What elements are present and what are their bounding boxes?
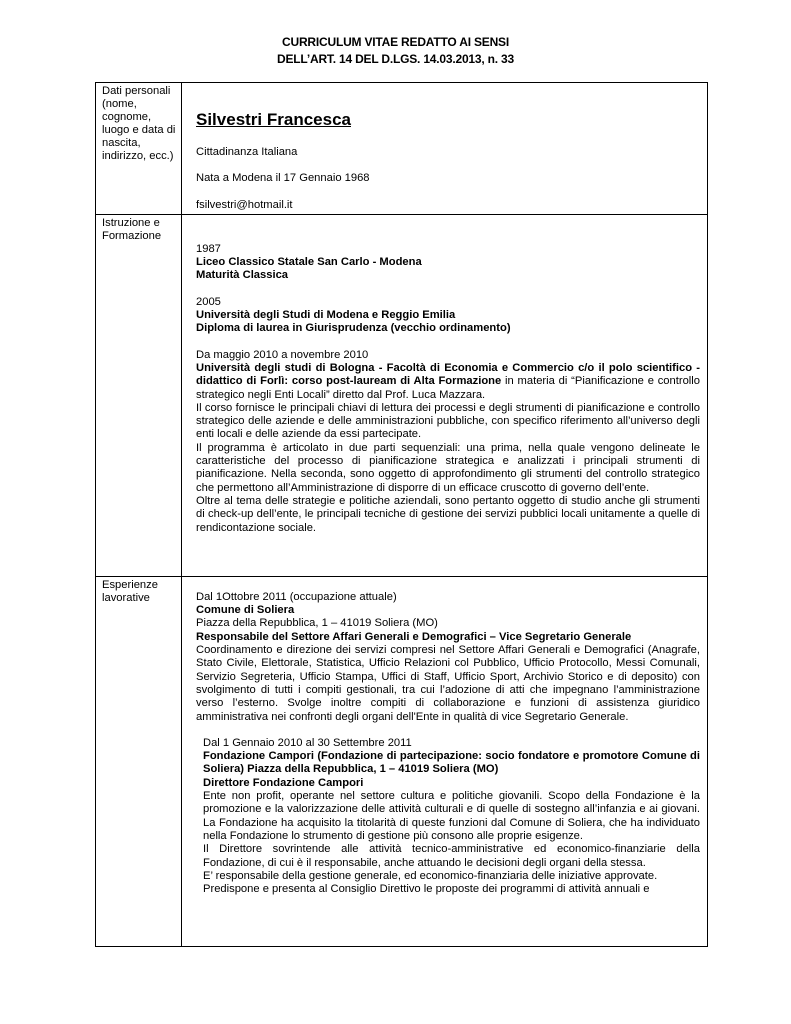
cv-table	[95, 82, 708, 947]
email: fsilvestri@hotmail.it	[196, 198, 293, 211]
experience-description-1: Coordinamento e direzione dei servizi compresi nel Settore Affari Generali e Demografici (Anagrafe, Stato Civile, Elettorale, Statistica, Ufficio Relazioni col Pubblico, Ufficio Protocollo, Messi Comunali, Servizio Segreteria, Ufficio Stampa, Uffici di Staff, Ufficio Sport, Archivio Storico e di deposito) con svolgimento di tutti i compiti gestionali, tra cui l’adozione di atti che impegnano l’amministrazione verso l’esterno. Svolge inoltre compiti di collaborazione e funzioni di assistenza giuridico amministrativa nei confronti degli organi dell'Ente in qualità di vice Segretario Generale.	[196, 644, 700, 723]
experience-description-2c: E’ responsabile della gestione generale, ed economico-finanziaria delle iniziative approvate.	[203, 869, 658, 882]
personal-data-label: Dati personali (nome, cognome, luogo e data di nascita, indirizzo, ecc.)	[96, 83, 182, 215]
person-name: Silvestri Francesca	[196, 110, 351, 129]
course-description-3: Oltre al tema delle strategie e politiche aziendali, sono pertanto oggetto di studio anche gli strumenti di check-up dell’ente, le principali tecniche di gestione dei servizi pubblici locali unitamente a quelle di rendicontazione sociale.	[196, 494, 700, 534]
experience-description-2b: Il Direttore sovrintende alle attività tecnico-amministrative ed economico-finanziarie della Fondazione, di cui è il responsabile, anche attuando le decisioni degli organi della stessa.	[203, 843, 700, 869]
document-title	[0, 34, 791, 68]
experience-address-1: Piazza della Repubblica, 1 – 41019 Soliera (MO)	[196, 617, 438, 630]
education-title-1: Maturità Classica	[196, 269, 289, 282]
birth-info: Nata a Modena il 17 Gennaio 1968	[196, 172, 370, 185]
education-institution-2: Università degli Studi di Modena e Reggio Emilia	[196, 309, 456, 322]
experience-role-1: Responsabile del Settore Affari Generali e Demografici – Vice Segretario Generale	[196, 630, 632, 643]
education-content	[182, 214, 708, 576]
personal-data-row	[96, 83, 708, 215]
experience-date-1: Dal 1Ottobre 2011 (occupazione attuale)	[196, 590, 397, 603]
experience-role-2: Direttore Fondazione Campori	[203, 776, 364, 789]
education-course	[196, 362, 700, 402]
education-row	[96, 214, 708, 576]
education-label: Istruzione e Formazione	[96, 214, 182, 576]
education-date-3: Da maggio 2010 a novembre 2010	[196, 348, 369, 361]
title-line-2: DELL’ART. 14 DEL D.LGS. 14.03.2013, n. 33	[276, 52, 514, 66]
citizenship: Cittadinanza Italiana	[196, 146, 298, 158]
experience-employer-2: Fondazione Campori (Fondazione di partecipazione: socio fondatore e promotore Comune di Soliera) Piazza della Repubblica, 1 – 41019 Soliera (MO)	[203, 750, 700, 776]
experience-employer-1: Comune di Soliera	[196, 604, 295, 617]
experience-description-2a: Ente non profit, operante nel settore cultura e politiche giovanili. Scopo della Fondazione è la promozione e la valorizzazione delle attività culturali e di quelle di sostegno all’infanzia e ai giovani. La Fondazione ha acquisito la titolarità di queste funzioni dal Comune di Soliera, che ha individuato nella Fondazione lo strumento di gestione più consono alle proprie esigenze.	[203, 790, 700, 842]
personal-data-content	[182, 83, 708, 215]
experience-label: Esperienze lavorative	[96, 576, 182, 946]
course-description-2: Il programma è articolato in due parti sequenziali: una prima, nella quale vengono delineate le caratteristiche del processo di pianificazione strategica e analizzati i principali strumenti di pianificazione. Nella seconda, sono oggetto di approfondimento gli strumenti del controllo strategico che permettono all’Amministrazione di disporre di un efficace cruscotto di governo dell’ente.	[196, 441, 700, 494]
education-institution-3: Università degli studi di Bologna - Facoltà di Economia e Commercio c/o il polo scientifico - didattico di Forlì: corso post-lauream di Alta Formazione	[196, 361, 700, 388]
education-institution-1: Liceo Classico Statale San Carlo - Modena	[196, 256, 422, 269]
experience-entry-2	[196, 737, 700, 897]
education-date-1: 1987	[196, 242, 221, 255]
education-course-topic: in materia di “Pianificazione e controllo strategico negli Enti Locali” diretto dal Prof. Luca Mazzara.	[196, 375, 701, 401]
title-line-1: CURRICULUM VITAE REDATTO AI SENSI	[282, 35, 509, 49]
education-title-2: Diploma di laurea in Giurisprudenza (vecchio ordinamento)	[196, 322, 511, 335]
education-date-2: 2005	[196, 295, 221, 308]
experience-description-2d: Predispone e presenta al Consiglio Direttivo le proposte dei programmi di attività annuali e	[203, 883, 650, 896]
course-description-1: Il corso fornisce le principali chiavi di lettura dei processi e degli strumenti di pianificazione e controllo strategico delle aziende e delle amministrazioni pubbliche, con specifico riferimento all’universo degli enti locali e delle aziende da essi partecipate.	[196, 401, 700, 441]
experience-content	[182, 576, 708, 946]
experience-row	[96, 576, 708, 946]
experience-date-2: Dal 1 Gennaio 2010 al 30 Settembre 2011	[203, 736, 412, 749]
